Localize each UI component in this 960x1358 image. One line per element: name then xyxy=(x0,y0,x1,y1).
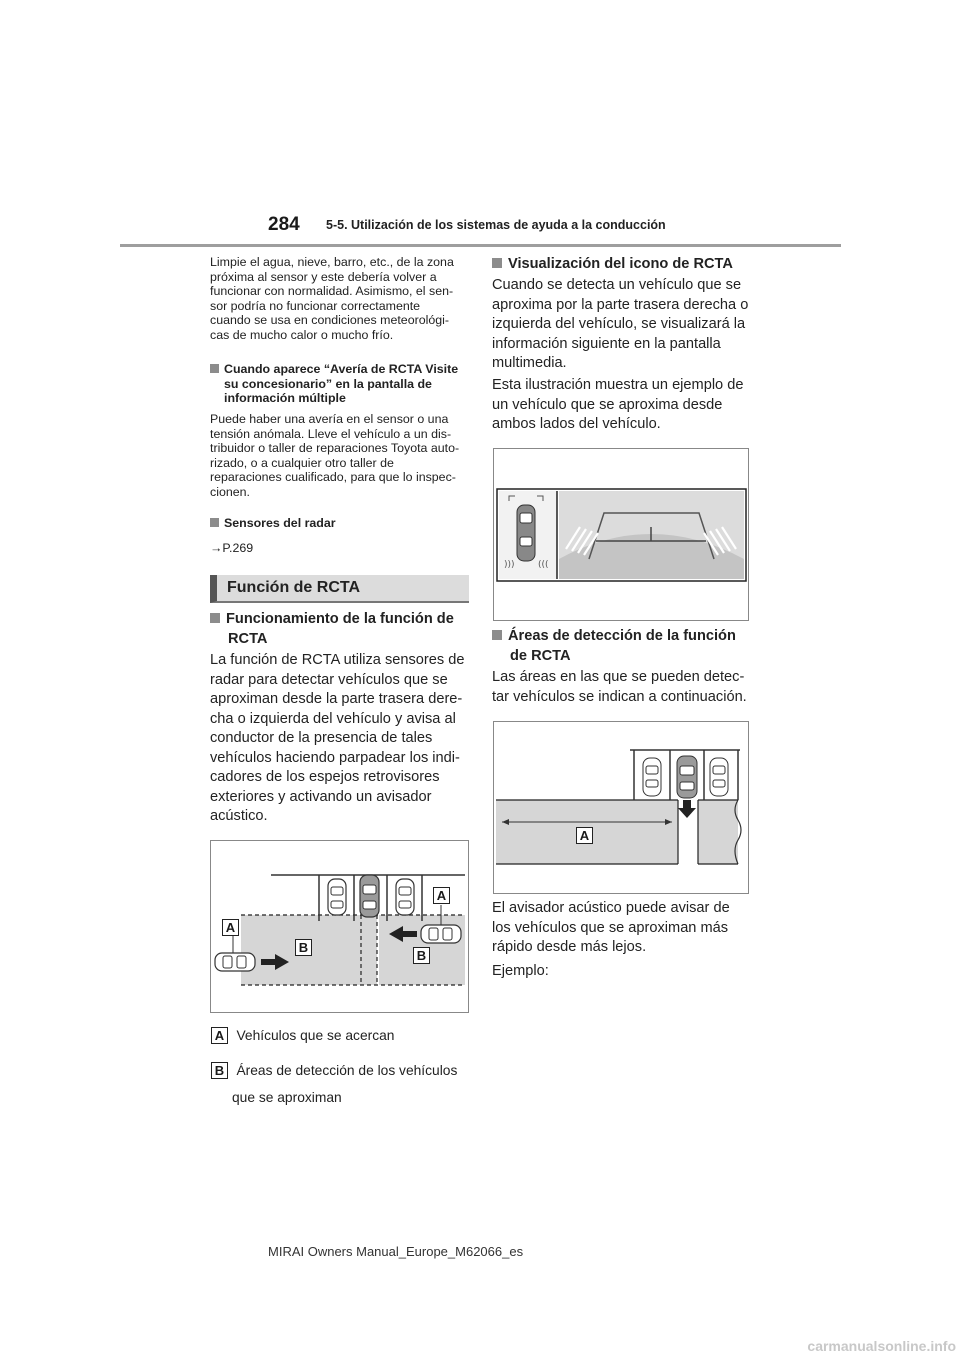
page-number: 284 xyxy=(268,214,300,235)
detection-area-illustration xyxy=(494,722,748,893)
figure-label-a: A xyxy=(576,827,593,844)
bullet-square-icon xyxy=(210,613,220,623)
figure-label-b-right: B xyxy=(413,947,430,964)
multimedia-screen-figure xyxy=(493,448,749,621)
svg-text:(((: ((( xyxy=(538,560,549,570)
figure-label-a-left: A xyxy=(222,919,239,936)
operation-title: Funcionamiento de la función de RCTA xyxy=(210,610,472,649)
header-rule xyxy=(120,244,841,247)
legend-b: B Áreas de detección de los vehículos xyxy=(211,1062,457,1080)
fault-body: Puede haber una avería en el sensor o una tensión anómala. Lleve el vehículo a un dis- tribuidor o taller de reparaciones Toyota auto- rizado, o a cualquier otro taller de reparaciones cualificado, para que lo inspec- cionen. xyxy=(210,412,460,499)
bullet-square-icon xyxy=(210,364,219,373)
detection-area-figure xyxy=(493,721,749,894)
multimedia-screen-illustration xyxy=(494,449,748,620)
intro-paragraph: Limpie el agua, nieve, barro, etc., de la zona próxima al sensor y este debería volver a funcionar con normalidad. Asimismo, el sen- sor podría no funcionar correctamente cuando se usa en condiciones meteorológi- cas de mucho calor o mucho frío. xyxy=(210,255,454,342)
rcta-parking-illustration xyxy=(211,841,468,1012)
display-title: Visualización del icono de RCTA xyxy=(492,255,733,275)
legend-b-cont: que se aproximan xyxy=(232,1090,342,1105)
fault-title: Cuando aparece “Avería de RCTA Visite su concesionario” en la pantalla de información múltiple xyxy=(210,362,472,406)
svg-text:))): ))) xyxy=(504,560,515,570)
buzzer-paragraph: El avisador acústico puede avisar de los vehículos que se aproximan más rápido desde más lejos. xyxy=(492,900,730,955)
function-heading: Función de RCTA xyxy=(210,575,469,603)
areas-body: Las áreas en las que se pueden detec- tar vehículos se indican a continuación. xyxy=(492,669,747,705)
bullet-square-icon xyxy=(210,518,219,527)
figure-label-b-left: B xyxy=(295,939,312,956)
watermark: carmanualsonline.info xyxy=(780,1336,960,1358)
example-label: Ejemplo: xyxy=(492,963,549,979)
operation-body: La función de RCTA utiliza sensores de radar para detectar vehículos que se aproximan desde la parte trasera dere- cha o izquierda del vehículo y avisa al conductor de la presencia de tales vehículos haciendo parpadear los indi- cadores de los espejos retrovisores exteriores y activando un avisador acústico. xyxy=(210,652,465,824)
section-title: 5-5. Utilización de los sistemas de ayuda a la conducción xyxy=(326,218,666,232)
radar-title: Sensores del radar xyxy=(210,516,336,531)
areas-title: Áreas de detección de la función de RCTA xyxy=(492,627,754,666)
bullet-square-icon xyxy=(492,258,502,268)
figure-label-a-right: A xyxy=(433,887,450,904)
legend-a: A Vehículos que se acercan xyxy=(211,1027,394,1045)
display-body: Cuando se detecta un vehículo que se aproxima por la parte trasera derecha o izquierda del vehículo, se visualizará la información siguiente en la pantalla multimedia. xyxy=(492,277,749,371)
rcta-diagram-figure xyxy=(210,840,469,1013)
footer-manual-name: MIRAI Owners Manual_Europe_M62066_es xyxy=(268,1244,524,1259)
bullet-square-icon xyxy=(492,630,502,640)
display-body-2: Esta ilustración muestra un ejemplo de un vehículo que se aproxima desde ambos lados del vehículo. xyxy=(492,377,744,432)
radar-ref-link[interactable]: →P.269 xyxy=(210,541,254,555)
